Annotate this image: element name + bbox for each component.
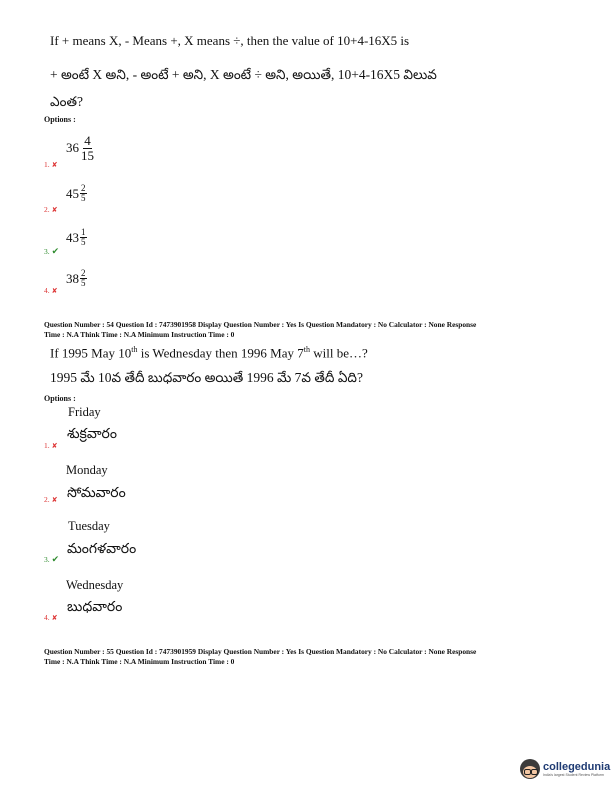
check-icon: ✔ [51,554,60,564]
q53-text-te-line2: ఎంత? [50,94,83,109]
q55-meta [44,647,476,667]
cross-icon: ✘ [51,442,58,450]
q54-option-2-en: Monday [66,463,108,477]
q54-option-1-te: శుక్రవారం [67,427,117,442]
q53-option-1 [66,134,95,162]
q53-text-te-line1: + అంటే X అని, - అంటే + అని, X అంటే ÷ అని, అయితే, 10+4-16X5 విలువ [50,67,437,82]
q53-option-3-whole: 43 [66,229,79,245]
q54-option-4-en: Wednesday [66,578,124,592]
q53-option-4 [66,269,87,289]
check-icon: ✔ [51,246,60,256]
collegedunia-logo [520,759,610,779]
q53-options-label: Options : [44,115,76,124]
cross-icon: ✘ [51,614,58,622]
q53-option-4-number: 4. ✘ [44,286,58,295]
cross-icon: ✘ [51,206,58,214]
q54-option-3-number: 3. ✔ [44,554,60,564]
q53-option-2 [66,184,87,204]
q53-option-1-fraction: $\frac{4}{15}$ [81,133,94,163]
q53-option-2-whole: 45 [66,185,79,201]
q54-meta [44,320,476,340]
q54-option-4-number: 4. ✘ [44,613,58,622]
logo-name: collegedunia [543,760,611,773]
q53-text-en: If + means X, - Means +, X means ÷, then the value of 10+4-16X5 is [50,33,410,48]
q53-option-4-whole: 38 [66,270,79,286]
q54-option-4-te: బుధవారం [67,600,123,615]
q54-option-3-en: Tuesday [68,519,110,533]
q53-option-4-fraction: $\frac{2}{5}$ [81,268,86,289]
logo-tagline: India's largest Student Review Platform [543,772,604,777]
q53-option-3 [66,228,87,248]
q54-text-te: 1995 మే 10వ తేదీ బుధవారం అయితే 1996 మే 7వ తేదీ ఏది? [50,370,363,385]
q54-meta-line1: Question Number : 54 Question Id : 7473901958 Display Question Number : Yes Is Question Mandatory : No Calculator : None Response [44,320,477,329]
q54-option-1-en: Friday [68,405,101,419]
mascot-icon [520,759,540,779]
q54-option-2-number: 2. ✘ [44,495,58,504]
q54-option-3-te: మంగళవారం [67,542,137,557]
q53-option-2-fraction: $\frac{2}{5}$ [81,183,86,204]
q53-option-3-number: 3. ✔ [44,246,60,256]
q54-option-1-number: 1. ✘ [44,441,58,450]
q55-meta-line1: Question Number : 55 Question Id : 7473901959 Display Question Number : Yes Is Question Mandatory : No Calculator : None Response [44,647,477,656]
q54-text-en: If 1995 May 10th is Wednesday then 1996 May 7th will be…? [50,345,368,361]
q53-option-3-fraction: $\frac{1}{5}$ [81,227,86,248]
q54-options-label: Options : [44,394,76,403]
q53-option-2-number: 2. ✘ [44,205,58,214]
q55-meta-line2: Time : N.A Think Time : N.A Minimum Instruction Time : 0 [44,657,235,666]
q54-option-2-te: సోమవారం [67,486,126,501]
q53-option-1-number: 1. ✘ [44,160,58,169]
q53-option-1-whole: 36 [66,140,79,156]
q54-meta-line2: Time : N.A Think Time : N.A Minimum Instruction Time : 0 [44,330,235,339]
cross-icon: ✘ [51,496,58,504]
cross-icon: ✘ [51,287,58,295]
cross-icon: ✘ [51,161,58,169]
